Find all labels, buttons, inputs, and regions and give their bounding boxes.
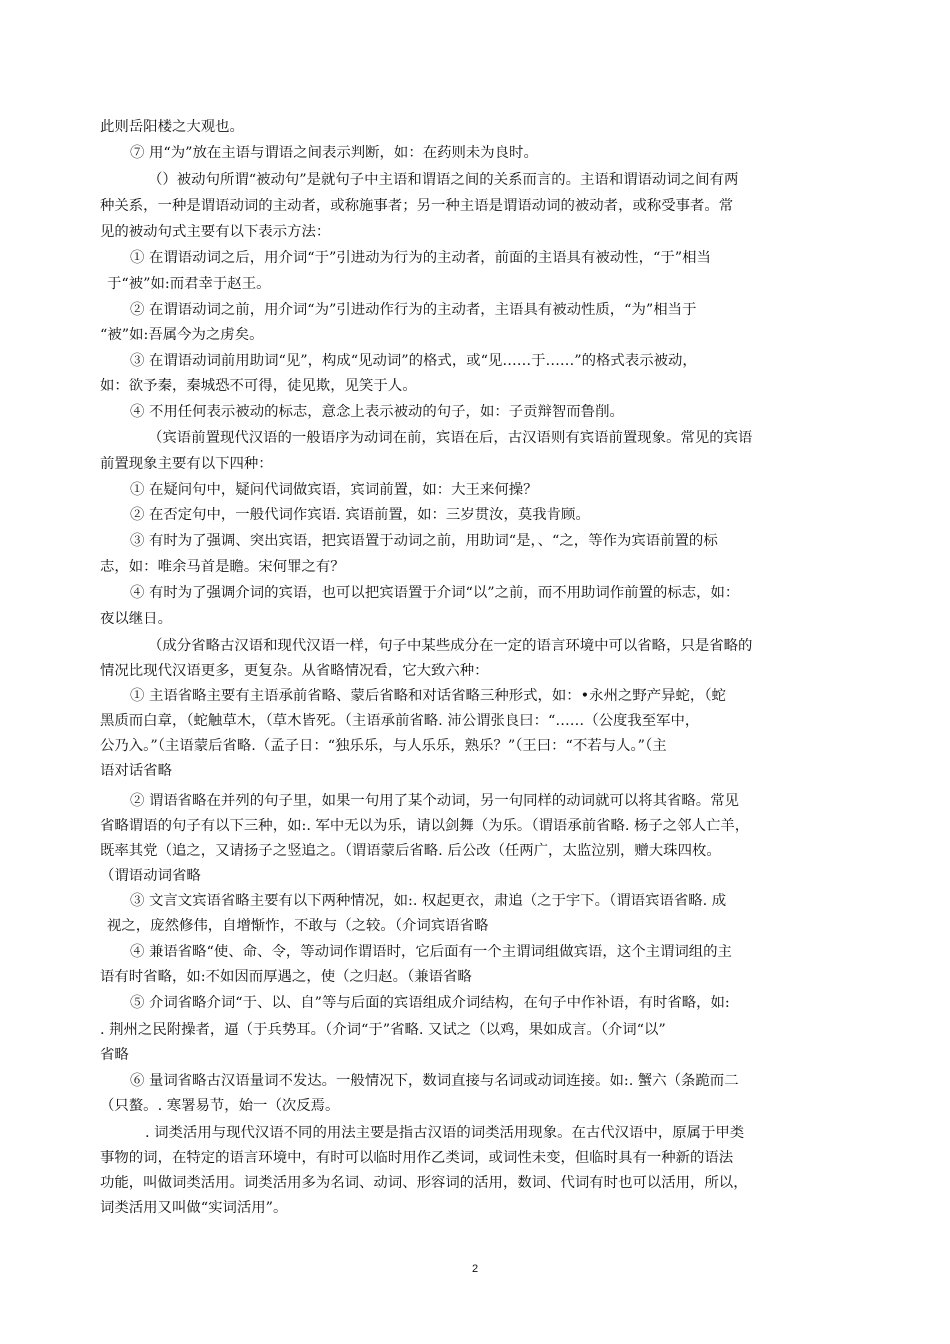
text-line: . 荆州之民附操者，逼（于兵势耳。（介词“于”省略. 又试之（以鸡，果如成言。（介词“以” (100, 1022, 666, 1038)
text-line: 情况比现代汉语更多，更复杂。从省略情况看，它大致六种： (100, 663, 489, 679)
text-line: （）被动句所谓“被动句”是就句子中主语和谓语之间的关系而言的。主语和谓语动词之间有两 (148, 172, 739, 188)
text-line: ① 在谓语动词之后，用介词“于”引进动为行为的主动者，前面的主语具有被动性，“于”相当 (130, 250, 711, 266)
text-line: 既率其党（追之，又请扬子之竖追之。（谓语蒙后省略. 后公改（任两广，太监泣别，赠大珠四枚。 (100, 843, 721, 859)
text-line: 词类活用又叫做“实词活用”。 (100, 1200, 288, 1216)
text-line: 如：欲予秦，秦城恐不可得，徒见欺，见笑于人。 (100, 378, 417, 394)
text-line: ② 在谓语动词之前，用介词“为”引进动作行为的主动者，主语具有被动性质，“为”相当于 (130, 302, 697, 318)
text-line: ③ 在谓语动词前用助词“见”，构成“见动词”的格式，或“见……于……”的格式表示被动， (130, 353, 697, 369)
text-line: ③ 文言文宾语省略主要有以下两种情况，如:. 权起更衣，肃追（之于宇下。（谓语宾语省略. 成 (130, 893, 727, 909)
text-line: “被”如:吾属今为之虏矣。 (100, 327, 264, 343)
text-line: 前置现象主要有以下四种： (100, 456, 273, 472)
text-line: ④ 不用任何表示被动的标志，意念上表示被动的句子，如：子贡辩智而鲁削。 (130, 404, 624, 420)
text-line: ⑤ 介词省略介词“于、以、自”等与后面的宾语组成介词结构，在句子中作补语，有时省略，如: (130, 995, 730, 1011)
text-line: 于“被”如:而君幸于赵王。 (107, 276, 271, 292)
text-line: ⑦ 用“为”放在主语与谓语之间表示判断，如：在药则未为良时。 (130, 145, 538, 161)
text-line: （宾语前置现代汉语的一般语序为动词在前，宾语在后，古汉语则有宾语前置现象。常见的宾语 (148, 430, 753, 446)
text-line: ② 在否定句中，一般代词作宾语. 宾语前置，如：三岁贯汝，莫我肯顾。 (130, 507, 590, 523)
text-line: 志，如：唯余马首是瞻。宋何罪之有？ (100, 559, 345, 575)
text-line: 视之，庞然修伟，自增惭怍，不敢与（之较。（介词宾语省略 (107, 918, 489, 934)
text-line: 公乃入。”（主语蒙后省略.（孟子日：“独乐乐，与人乐乐，熟乐？”（王曰：“不若与人。”（主 (100, 738, 667, 754)
text-line: ⑥ 量词省略古汉语量词不发达。一般情况下，数词直接与名词或动词连接。如:. 蟹六（条跪而二 (130, 1073, 739, 1089)
text-line: ④ 有时为了强调介词的宾语，也可以把宾语置于介词“以”之前，而不用助词作前置的标志，如： (130, 585, 740, 601)
text-line: 黑质而白章，（蛇触草木，（草木皆死。（主语承前省略. 沛公谓张良曰：“……（公度我至军中， (100, 713, 700, 729)
text-line: 省略谓语的句子有以下三种，如:. 军中无以为乐，请以剑舞（为乐。（谓语承前省略. 杨子之邻人亡羊， (100, 818, 750, 834)
text-line: 种关系，一种是谓语动词的主动者，或称施事者；另一种主语是谓语动词的被动者，或称受事者。常 (100, 198, 734, 214)
text-line: 事物的词，在特定的语言环境中，有时可以临时用作乙类词，或词性未变，但临时具有一种新的语法 (100, 1150, 734, 1166)
page-number: 2 (471, 1263, 479, 1275)
text-line: 功能，叫做词类活用。词类活用多为名词、动词、形容词的活用，数词、代词有时也可以活用，所以， (100, 1175, 748, 1191)
text-line: 语对话省略 (100, 763, 172, 779)
text-line: ③ 有时为了强调、突出宾语，把宾语置于动词之前，用助词“是，、“之，等作为宾语前置的标 (130, 533, 718, 549)
text-line: . 词类活用与现代汉语不同的用法主要是指古汉语的词类活用现象。在古代汉语中，原属于甲类 (145, 1125, 745, 1141)
text-line: 省略 (100, 1047, 129, 1063)
text-line: 语有时省略，如:不如因而厚遇之，使（之归赵。（兼语省略 (100, 969, 472, 985)
text-line: 夜以继日。 (100, 611, 172, 627)
text-line: ① 在疑问句中，疑问代词做宾语，宾词前置，如：大王来何操？ (130, 482, 538, 498)
text-line: ① 主语省略主要有主语承前省略、蒙后省略和对话省略三种形式，如：•永州之野产异蛇，（蛇 (130, 688, 726, 704)
text-line: （只螯。. 寒署易节，始一（次反焉。 (100, 1098, 340, 1114)
text-line: 此则岳阳楼之大观也。 (100, 119, 244, 135)
text-line: （谓语动词省略 (100, 868, 201, 884)
text-line: （成分省略古汉语和现代汉语一样，句子中某些成分在一定的语言环境中可以省略，只是省略的 (148, 638, 753, 654)
text-line: ④ 兼语省略“使、命、令，等动词作谓语时，它后面有一个主谓词组做宾语，这个主谓词组的主 (130, 944, 732, 960)
text-line: 见的被动句式主要有以下表示方法： (100, 224, 331, 240)
text-line: ② 谓语省略在并列的句子里，如果一句用了某个动词，另一句同样的动词就可以将其省略。常见 (130, 793, 739, 809)
